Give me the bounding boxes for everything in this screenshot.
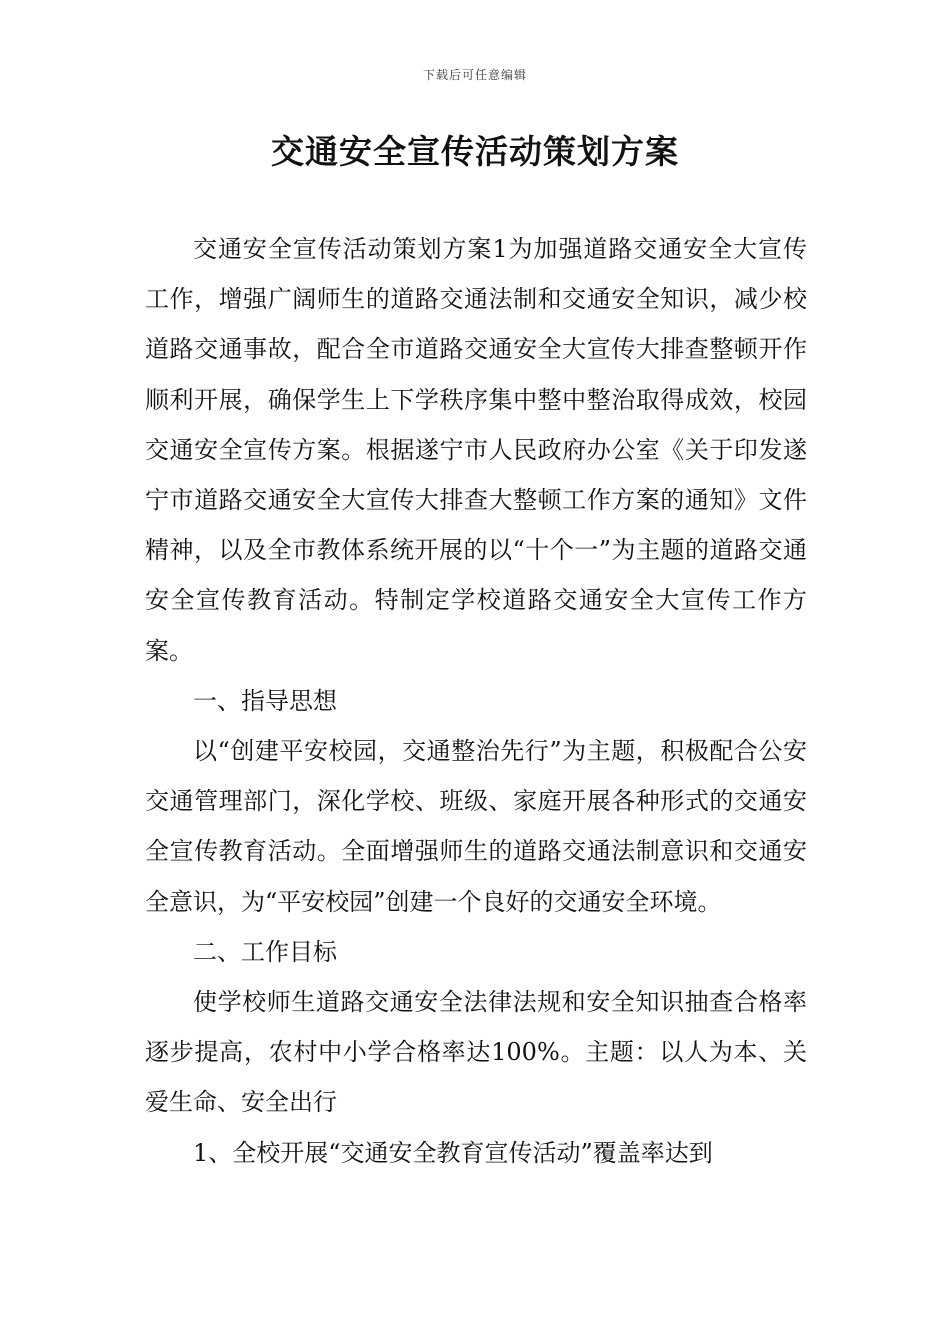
paragraph-guiding-ideology: 以“创建平安校园，交通整治先行”为主题，积极配合公安交通管理部门，深化学校、班级、家庭开展各种形式的交通安全宣传教育活动。全面增强师生的道路交通法制意识和交通安全意识，为“平安校园”创建一个良好的交通安全环境。 [145,737,807,916]
section-heading-guiding-ideology: 一、指导思想 [193,686,337,715]
paragraph-item-1: 1、全校开展“交通安全教育宣传活动”覆盖率达到 [193,1138,713,1167]
document-title: 交通安全宣传活动策划方案 [271,132,679,171]
paragraph-work-goals: 使学校师生道路交通安全法律法规和安全知识抽查合格率逐步提高，农村中小学合格率达100%。主题：以人为本、关爱生命、安全出行 [145,988,807,1117]
paragraph-intro: 交通安全宣传活动策划方案1为加强道路交通安全大宣传工作，增强广阔师生的道路交通法制和交通安全知识，减少校道路交通事故，配合全市道路交通安全大宣传大排查整顿开作顺利开展，确保学生上下学秩序集中整中整治取得成效，校园交通安全宣传方案。根据遂宁市人民政府办公室《关于印发遂宁市道路交通安全大宣传大排查大整顿工作方案的通知》文件精神，以及全市教体系统开展的以“十个一”为主题的道路交通安全宣传教育活动。特制定学校道路交通安全大宣传工作方案。 [145,235,807,665]
document-body [145,224,807,1178]
section-heading-work-goals: 二、工作目标 [193,937,337,966]
header-note: 下载后可任意编辑 [422,68,527,82]
